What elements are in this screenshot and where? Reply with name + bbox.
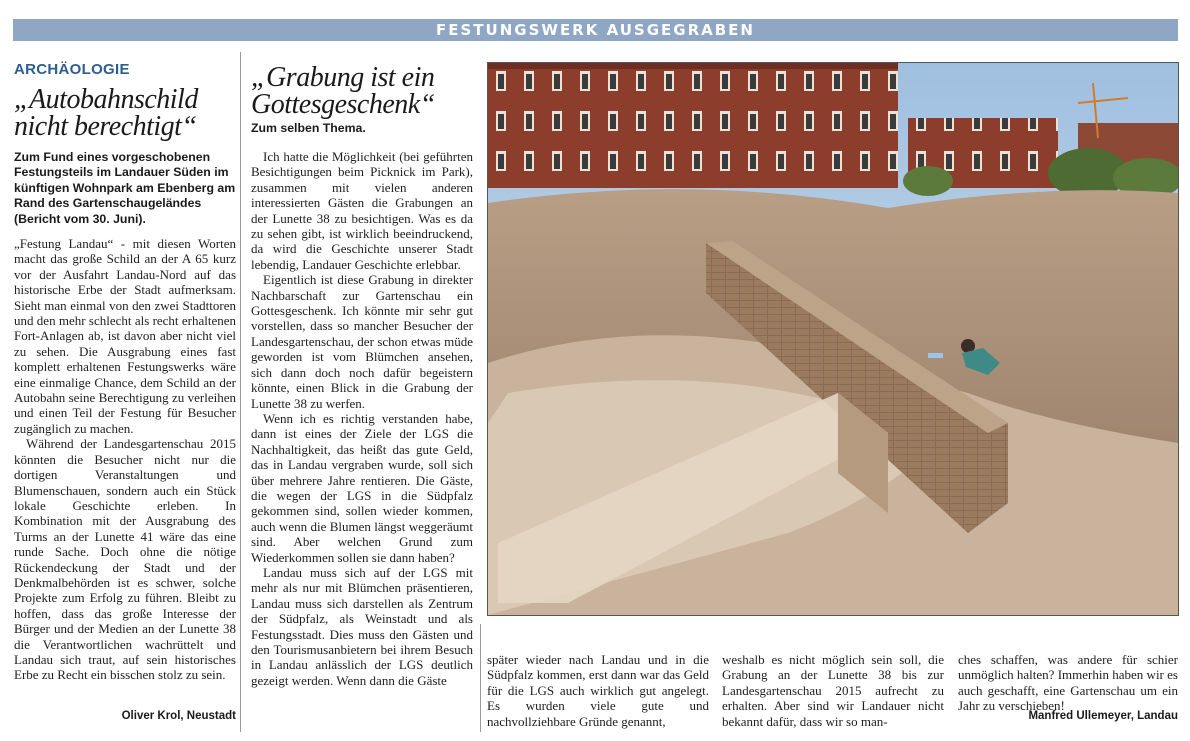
paragraph: weshalb es nicht möglich sein soll, die Grabung an der Lunette 38 bis zur Landesgartenschau 2015 aufrecht zu erhalten. Aber sind wir Landauer nicht bekannt dafür, dass wir so man- bbox=[722, 652, 944, 729]
paragraph: ches schaffen, was andere für schier unmöglich halten? Immerhin haben wir es auch geschafft, eine Gartenschau um ein Jahr zu verschieben! bbox=[958, 652, 1178, 714]
letter-2-continuation-3 bbox=[958, 652, 1178, 714]
letter-2-body bbox=[251, 149, 473, 688]
headline-line: „Autobahnschild bbox=[14, 84, 198, 115]
headline-line: Gottesgeschenk“ bbox=[251, 89, 435, 120]
letter-1-body bbox=[14, 236, 236, 683]
paragraph: Während der Landesgartenschau 2015 könnten die Besucher nicht nur die dortigen Veranstaltungen und Blumenschauen, sondern auch ein Stück lokale Geschichte erleben. In Kombination mit der Ausgrabung des Turms an der Lunette 41 wäre das eine runde Sache. Doch ohne die nötige Rückendeckung der Stadt und der Denkmalbehörden ist es schwer, solche Projekte zum Erfolg zu führen. Bleibt zu hoffen, dass das große Interesse der Bürger und der Medien an der Lunette 38 die Verantwortlichen wachrüttelt und Landau sich traut, auf sein historisches Erbe zu Recht ein bisschen stolz zu sein. bbox=[14, 436, 236, 683]
column-divider bbox=[480, 624, 481, 732]
paragraph: Landau muss sich auf der LGS mit mehr als nur mit Blümchen präsentieren, Landau muss sich darstellen als Zentrum der Südpfalz, als Weinstadt und als Festungsstadt. Dies muss den Gästen und den Tourismusanbietern bei ihrem Besuch in Landau anlässlich der LGS deutlich gezeigt werden. Wenn dann die Gäste bbox=[251, 564, 473, 688]
letter-intro: Zum Fund eines vorgeschobenen Festungsteils im Landauer Süden im künftigen Wohnpark am Ebenberg am Rand des Gartenschaugeländes (Bericht vom 30. Juni). bbox=[14, 150, 236, 226]
section-banner: FESTUNGSWERK AUSGEGRABEN bbox=[13, 19, 1178, 41]
letter-2-continuation-1 bbox=[487, 652, 709, 729]
paragraph: Wenn ich es richtig verstanden habe, dann ist eines der Ziele der LGS die Nachhaltigkeit, das heißt das gute Geld, das in Landau vergraben wurde, soll sich über mehrere Jahre rentieren. Die Gäste, die wegen der LGS in die Südpfalz gekommen sind, sollen wieder kommen, auch wenn die Blumen längst weggeräumt sind. Aber welchen Grund zum Wiederkommen sollen sie dann haben? bbox=[251, 410, 473, 565]
headline-letter-2 bbox=[251, 64, 481, 118]
headline-line: nicht berechtigt“ bbox=[14, 111, 197, 142]
excavation-photo-illustration bbox=[488, 63, 1178, 615]
author-credit: Manfred Ullemeyer, Landau bbox=[1028, 710, 1178, 722]
headline-letter-1 bbox=[14, 86, 244, 140]
paragraph: später wieder nach Landau und in die Südpfalz kommen, erst dann war das Geld für die LGS auch wirklich gut angelegt. Es wurden viele gute und nachvollziehbare Gründe genannt, bbox=[487, 652, 709, 729]
headline-line: „Grabung ist ein bbox=[251, 62, 435, 93]
subline: Zum selben Thema. bbox=[251, 121, 366, 135]
letter-2-continuation-2 bbox=[722, 652, 944, 729]
paragraph: Eigentlich ist diese Grabung in direkter Nachbarschaft zur Gartenschau ein Gottesgeschenk. Ich könnte mir sehr gut vorstellen, dass so mancher Besucher der Landesgartenschau, der schon etwas müde geworden ist vom Blümchen ansehen, sich dann doch noch dafür begeistern könnte, einen Blick in die Grabung der Lunette 38 zu werfen. bbox=[251, 272, 473, 411]
excavation-photo bbox=[487, 62, 1179, 616]
author-credit: Oliver Krol, Neustadt bbox=[121, 710, 236, 722]
column-divider bbox=[240, 52, 241, 732]
kicker: ARCHÄOLOGIE bbox=[14, 61, 130, 78]
paragraph: Ich hatte die Möglichkeit (bei geführten Besichtigungen beim Picknick im Park), zusammen mit vielen anderen interessierten Gästen die Grabungen an der Lunette 38 zu besichtigen. Was es da zu sehen gibt, ist wirklich beeindruckend, da wird die Geschichte unserer Stadt lebendig, Landauer Geschichte erlebbar. bbox=[251, 149, 473, 272]
paragraph: „Festung Landau“ - mit diesen Worten macht das große Schild an der A 65 kurz vor der Ausfahrt Landau-Nord auf das historische Erbe der Stadt aufmerksam. Sieht man einmal von den zwei Stadttoren und den mehr schlecht als recht erhaltenen Fort-Anlagen ab, ist davon aber nicht viel zu sehen. Die Ausgrabung eines fast komplett erhaltenen Festungswerks wäre eine einmalige Chance, dem Schild an der Autobahn seine Berechtigung zu verleihen und einen Teil der Festung für Besucher zugänglich zu machen. bbox=[14, 236, 236, 436]
